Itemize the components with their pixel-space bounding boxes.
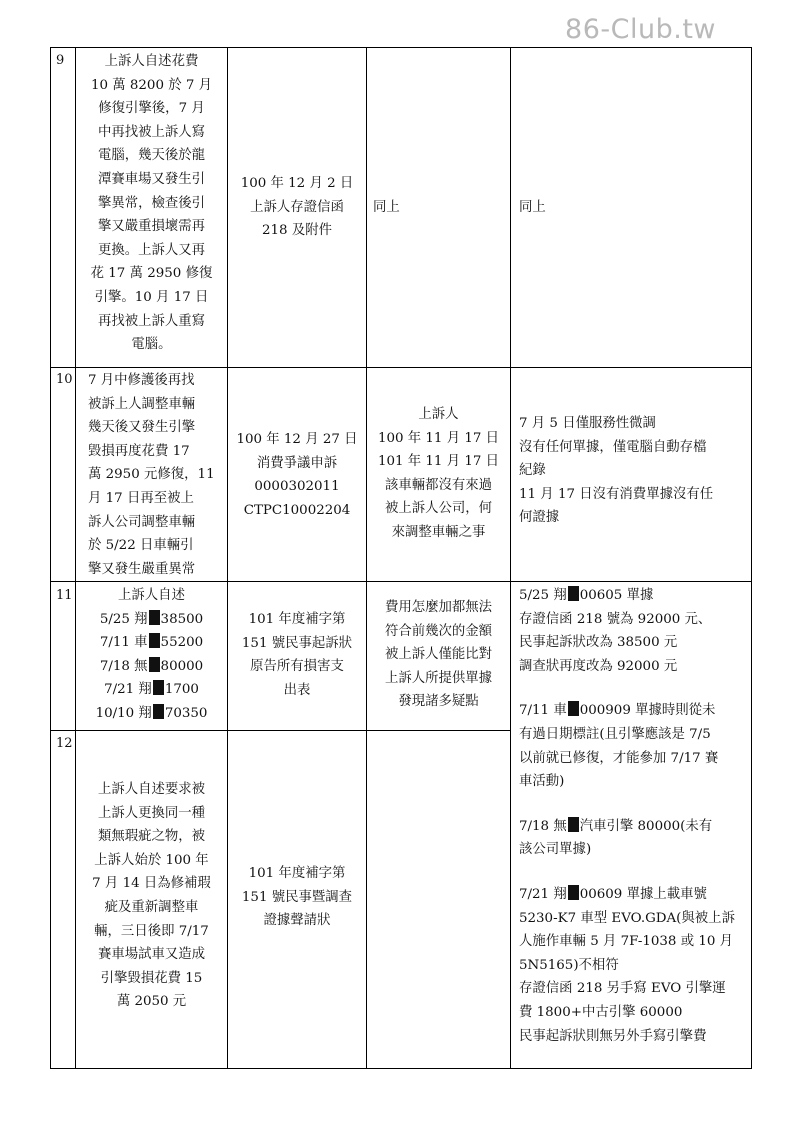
text-line: 來調整車輛之事: [391, 524, 486, 540]
text-line: 100 年 12 月 27 日: [236, 432, 358, 447]
redaction-block: [149, 657, 160, 672]
text-line: 上訴人: [418, 407, 459, 422]
text-line: 調查狀再度改為 92000 元: [519, 658, 678, 674]
receipt-line: [519, 699, 751, 723]
text-line: 101 年度補字第: [248, 612, 346, 627]
amount-value: 1700: [164, 682, 199, 698]
row10-claim: [88, 369, 227, 581]
text-fragment: 7/18 無: [519, 818, 567, 834]
text-line: 以前就已修復，才能參加 7/17 賽: [519, 750, 719, 766]
text-line: 0000302011: [254, 479, 340, 495]
redaction-block: [149, 633, 160, 648]
amount-label: 5/25 翔: [99, 611, 148, 627]
text-line: 於 5/22 日車輛引: [88, 538, 194, 554]
text-line: 花 17 萬 2950 修復: [90, 266, 213, 282]
text-line: 民事起訴狀則無另外手寫引擎費: [519, 1028, 707, 1044]
row11-claim: [76, 584, 227, 726]
text-line: 月 17 日再至被上: [88, 490, 194, 506]
column-divider: [510, 48, 511, 1068]
text-line: 萬 2950 元修復，11: [88, 467, 215, 483]
text-line: 7 月 14 日為修補瑕: [92, 876, 211, 892]
row-number: 9: [56, 53, 65, 68]
text-line: 訴人公司調整車輛: [88, 514, 196, 530]
row9-claim: [76, 50, 227, 357]
text-line: 擎異常，檢查後引: [97, 195, 206, 211]
text-line: 何證據: [519, 510, 560, 526]
row11-remark: [519, 584, 751, 1048]
text-line: 擎又發生嚴重異常: [88, 561, 196, 577]
row-divider: [51, 730, 510, 731]
receipt-line: [519, 584, 751, 608]
text-fragment: 00605 單據: [579, 588, 654, 603]
text-line: 幾天後又發生引擎: [88, 420, 196, 436]
row-number: 12: [56, 736, 73, 751]
text-line: 中再找被上訴人寫: [97, 124, 206, 140]
redaction-block: [568, 817, 579, 832]
text-line: 7 月中修護後再找: [88, 373, 195, 388]
amount-value: 38500: [160, 611, 204, 627]
text-line: 101 年度補字第: [248, 866, 346, 881]
redaction-block: [568, 701, 579, 716]
amount-label: 7/21 翔: [104, 682, 152, 698]
amount-value: 55200: [160, 635, 204, 651]
text-line: 疵及重新調整車: [104, 899, 199, 915]
text-line: 車活動): [519, 774, 565, 790]
text-line: 類無瑕疵之物，被: [97, 829, 206, 845]
text-line: 同上: [519, 200, 546, 215]
amount-line: [76, 702, 227, 726]
text-line: 7 月 5 日僅服務性微調: [519, 416, 656, 431]
text-line: 人施作車輛 5 月 7F-1038 或 10 月: [519, 934, 734, 950]
text-line: 上訴人所提供單據: [384, 670, 493, 686]
text-line: 毀損再度花費 17: [88, 443, 190, 459]
text-line: 5N5165)不相符: [519, 957, 619, 973]
text-line: 151 號民事起訴狀: [241, 635, 353, 651]
text-line: 發現諸多疑點: [398, 694, 479, 710]
column-divider: [366, 48, 367, 1068]
redaction-block: [568, 885, 579, 900]
text-fragment: 000909 單據時則從未: [579, 703, 716, 719]
text-line: 電腦。: [131, 337, 172, 353]
text-line: 費用怎麼加都無法: [384, 600, 493, 615]
redaction-block: [149, 610, 160, 625]
row11-response: [367, 596, 510, 714]
text-fragment: 00609 單據上載車號: [579, 886, 707, 902]
amount-value: 80000: [160, 658, 204, 674]
text-line: 再找被上訴人重寫: [97, 313, 206, 329]
text-fragment: 7/11 車: [519, 703, 567, 719]
row10-response: [367, 403, 510, 545]
text-line: 萬 2050 元: [116, 994, 187, 1010]
text-line: 上訴人自述要求被: [97, 782, 206, 797]
row12-claim: [76, 778, 227, 1014]
text-line: 10 萬 8200 於 7 月: [90, 77, 213, 93]
text-line: 218 及附件: [262, 223, 332, 239]
amount-line: [76, 655, 227, 679]
text-line: 引擎。10 月 17 日: [94, 289, 209, 305]
text-line: 費 1800+中古引擎 60000: [519, 1004, 683, 1020]
text-line: 出表: [283, 682, 311, 698]
text-line: 151 號民事暨調查: [241, 889, 353, 905]
redaction-block: [568, 586, 579, 601]
text-line: 被上訴人公司，何: [384, 501, 493, 517]
text-line: 電腦，幾天後於龍: [97, 148, 206, 164]
text-fragment: 汽車引擎 80000(未有: [579, 818, 713, 834]
row10-remark: [519, 412, 751, 530]
text-line: 5230-K7 車型 EVO.GDA(與被上訴: [519, 910, 735, 926]
text-line: 100 年 11 月 17 日: [377, 430, 500, 446]
text-line: 輛，三日後即 7/17: [94, 923, 209, 939]
text-line: 被上訴人僅能比對: [384, 647, 493, 663]
amount-label: 10/10 翔: [95, 705, 152, 721]
text-line: 上訴人更換同一種: [97, 805, 206, 821]
row-divider: [51, 367, 751, 368]
amount-line: [76, 631, 227, 655]
text-line: 消費爭議申訴: [256, 455, 338, 471]
text-line: 更換。上訴人又再: [97, 242, 206, 258]
text-line: 被訴上人調整車輛: [88, 396, 196, 412]
text-line: 紀錄: [519, 463, 546, 479]
text-line: 符合前幾次的金額: [384, 623, 493, 639]
text-line: 擎又嚴重損壞需再: [97, 219, 206, 235]
amount-label: 7/18 無: [99, 658, 148, 674]
text-line: 修復引擎後，7 月: [98, 101, 205, 117]
amount-line: [76, 678, 227, 702]
row10-evidence: [228, 428, 366, 522]
row9-evidence: [228, 172, 366, 243]
text-line: 證據聲請狀: [263, 913, 331, 929]
row9-response: [373, 196, 503, 220]
text-line: 上訴人自述: [118, 588, 185, 603]
text-line: 該公司單據): [519, 842, 592, 858]
text-fragment: 5/25 翔: [519, 588, 567, 603]
text-line: 同上: [373, 200, 400, 215]
text-line: CTPC10002204: [243, 502, 351, 518]
text-line: 存證信函 218 號為 92000 元、: [519, 611, 712, 627]
text-line: 賽車場試車又造成: [97, 947, 206, 963]
text-line: 有過日期標註(且引擎應該是 7/5: [519, 726, 711, 742]
row9-remark: [519, 196, 749, 220]
text-line: 上訴人始於 100 年: [94, 852, 209, 868]
text-line: 100 年 12 月 2 日: [240, 176, 354, 191]
receipt-line: [519, 815, 751, 839]
text-line: 民事起訴狀改為 38500 元: [519, 635, 678, 651]
text-line: 上訴人存證信函: [250, 199, 344, 215]
text-fragment: 7/21 翔: [519, 886, 567, 902]
evidence-table: [50, 47, 752, 1069]
row-number: 10: [56, 372, 73, 387]
text-line: 該車輛都沒有來過: [384, 477, 493, 493]
text-line: 存證信函 218 另手寫 EVO 引擎運: [519, 981, 726, 997]
row11-evidence: [228, 608, 366, 702]
watermark: 86-Club.tw: [565, 14, 716, 45]
amount-value: 70350: [164, 705, 208, 721]
amount-line: [76, 608, 227, 632]
text-line: 101 年 11 月 17 日: [377, 454, 500, 470]
text-line: 沒有任何單據，僅電腦自動存檔: [519, 439, 707, 455]
receipt-line: [519, 883, 751, 907]
redaction-block: [153, 680, 164, 695]
text-line: 上訴人自述花費: [104, 54, 199, 69]
text-line: 引擎毀損花費 15: [100, 970, 203, 986]
text-line: 原告所有損害支: [250, 659, 344, 675]
text-line: 11 月 17 日沒有消費單據沒有任: [519, 486, 714, 502]
redaction-block: [153, 704, 164, 719]
text-line: 潭賽車場又發生引: [97, 171, 206, 187]
row12-evidence: [228, 862, 366, 933]
amount-label: 7/11 車: [99, 635, 148, 651]
row-number: 11: [56, 588, 73, 603]
